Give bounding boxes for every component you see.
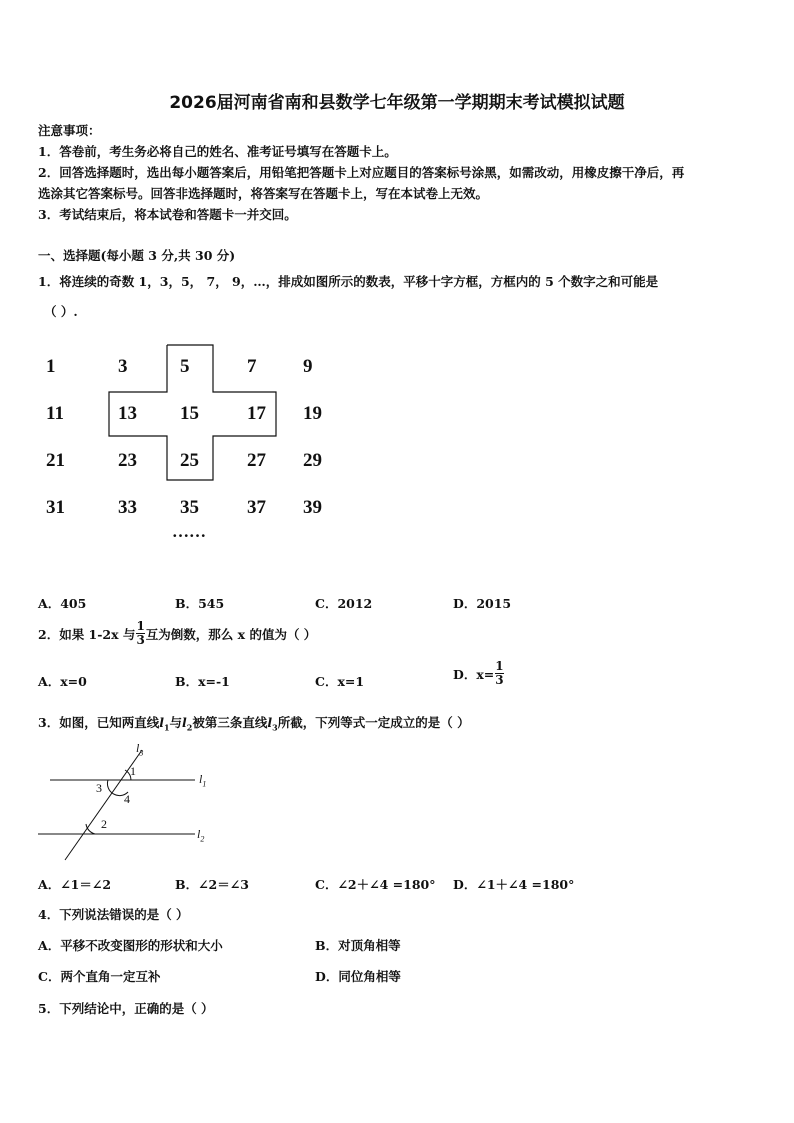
q3-l1-sub: 1 (163, 722, 170, 733)
grid-cell: 7 (247, 356, 257, 377)
fig-angle-2: 2 (101, 817, 107, 831)
notice-item: 2．回答选择题时，选出每小题答案后，用铅笔把答题卡上对应题目的答案标号涂黑，如需改动，用橡皮擦干净后，再 (38, 165, 685, 180)
grid-cell: 5 (180, 356, 190, 377)
q3-text-c: 被第三条直线 (192, 715, 268, 730)
q2-option-d-pre: D．x= (453, 666, 495, 682)
fig-label-l1: $l_1$ (199, 772, 207, 789)
q3-option-c[interactable]: C．∠2＋∠4 =180° (315, 877, 436, 892)
question-5-text: 5．下列结论中，正确的是（ ） (38, 1001, 214, 1016)
q2-option-c[interactable]: C．x=1 (315, 674, 365, 689)
grid-cell: 23 (118, 450, 137, 471)
q3-option-d[interactable]: D．∠1＋∠4 =180° (453, 877, 575, 892)
notice-item: 3．考试结束后，将本试卷和答题卡一并交回。 (38, 207, 297, 222)
fig-angle-4: 4 (124, 792, 130, 806)
q1-option-c[interactable]: C．2012 (315, 596, 373, 611)
grid-cell: 35 (180, 497, 199, 518)
q4-option-b[interactable]: B．对顶角相等 (315, 938, 401, 953)
q2-frac-num: 1 (136, 619, 145, 633)
q2-d-num: 1 (495, 659, 504, 673)
fig-angle-1: 1 (130, 764, 136, 778)
grid-cell: 25 (180, 450, 199, 471)
q2-d-den: 3 (495, 673, 504, 687)
q3-text-a: 3．如图，已知两直线 (38, 715, 160, 730)
page-title: 2026届河南省南和县数学七年级第一学期期末考试模拟试题 (169, 93, 625, 113)
question-1-paren: （ ）. (44, 304, 78, 319)
grid-ellipsis: …… (172, 522, 206, 541)
q3-l2: l (182, 715, 187, 730)
grid-cell: 29 (303, 450, 322, 471)
q3-option-b[interactable]: B．∠2＝∠3 (175, 877, 249, 892)
grid-cell: 1 (46, 356, 56, 377)
q3-l3-sub: 3 (272, 722, 278, 733)
fig-angle-3: 3 (96, 781, 102, 795)
grid-cell: 17 (247, 403, 266, 424)
q3-l1: l (159, 715, 164, 730)
q3-l2-sub: 2 (186, 722, 193, 733)
grid-cell: 31 (46, 497, 65, 518)
grid-cell: 27 (247, 450, 266, 471)
q1-option-b[interactable]: B．545 (175, 596, 225, 611)
question-1-text: 1．将连续的奇数 1，3，5， 7， 9，…，排成如图所示的数表，平移十字方框，方框内的 5 个数字之和可能是 (38, 274, 659, 289)
grid-cell: 33 (118, 497, 137, 518)
q1-option-d[interactable]: D．2015 (453, 596, 512, 611)
q2-pre: 2．如果 1-2x 与 (38, 626, 136, 642)
q3-l3: l (267, 715, 273, 730)
grid-cell: 37 (247, 497, 266, 518)
grid-cell: 21 (46, 450, 65, 471)
q3-option-a[interactable]: A．∠1＝∠2 (38, 877, 112, 892)
angle-2-arc (86, 824, 95, 834)
grid-cell: 3 (118, 356, 128, 377)
q4-option-a[interactable]: A．平移不改变图形的形状和大小 (38, 938, 223, 953)
q3-text-d: 所截，下列等式一定成立的是（ ） (277, 715, 470, 730)
q2-option-a[interactable]: A．x=0 (38, 674, 87, 689)
section-heading: 一、选择题(每小题 3 分,共 30 分) (38, 248, 236, 263)
fig-label-l2: $l_2$ (197, 827, 205, 844)
grid-cell: 39 (303, 497, 322, 518)
q4-option-c[interactable]: C．两个直角一定互补 (38, 969, 161, 984)
question-4-text: 4．下列说法错误的是（ ） (38, 907, 189, 922)
grid-cell: 19 (303, 403, 322, 424)
q2-post: 互为倒数，那么 x 的值为（ ） (145, 626, 317, 642)
q3-text-b: 与 (169, 715, 183, 730)
grid-cell: 13 (118, 403, 137, 424)
q2-option-b[interactable]: B．x=-1 (175, 674, 230, 689)
q1-option-a[interactable]: A．405 (38, 596, 87, 611)
notice-heading: 注意事项： (38, 123, 101, 138)
notice-item: 1．答卷前，考生务必将自己的姓名、准考证号填写在答题卡上。 (38, 144, 397, 159)
notice-item: 选涂其它答案标号。回答非选择题时，将答案写在答题卡上，写在本试卷上无效。 (38, 186, 489, 201)
grid-cell: 15 (180, 403, 199, 424)
grid-cell: 11 (46, 403, 64, 424)
fig-label-l3: $l_3$ (136, 741, 144, 758)
q2-frac-den: 3 (136, 633, 145, 647)
q4-option-d[interactable]: D．同位角相等 (315, 969, 401, 984)
grid-cell: 9 (303, 356, 313, 377)
